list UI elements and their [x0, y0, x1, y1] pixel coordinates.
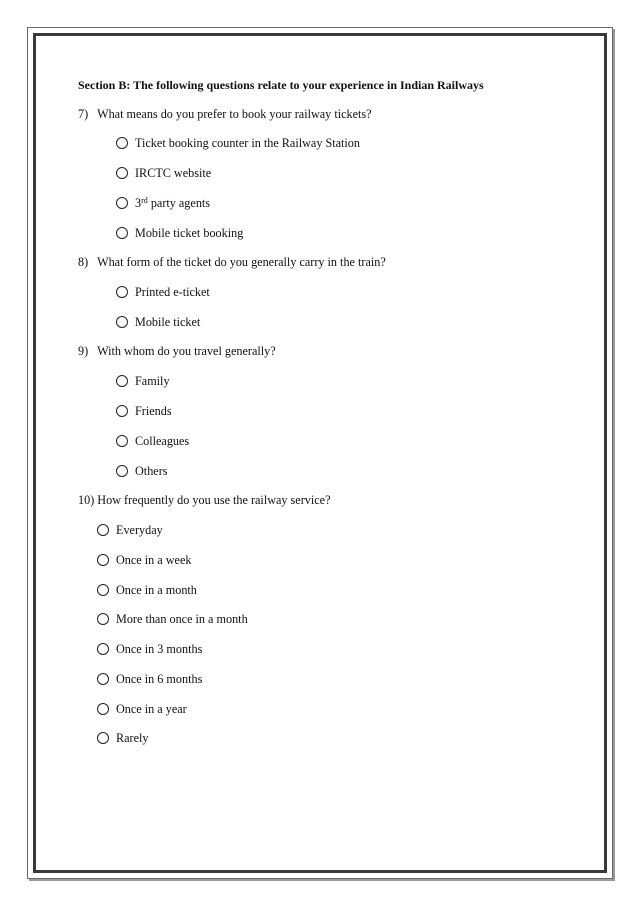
radio-button[interactable]: [97, 524, 109, 536]
question-text: How frequently do you use the railway service?: [97, 493, 331, 507]
question-text: With whom do you travel generally?: [97, 344, 276, 358]
option-third-party-agents[interactable]: [116, 196, 210, 210]
radio-button[interactable]: [97, 643, 109, 655]
radio-button[interactable]: [116, 137, 128, 149]
radio-button[interactable]: [97, 673, 109, 685]
radio-button[interactable]: [116, 316, 128, 328]
option-irctc-website[interactable]: [116, 166, 211, 180]
option-once-week[interactable]: [97, 553, 191, 567]
question-8: [78, 255, 386, 269]
option-once-6-months[interactable]: [97, 672, 202, 686]
question-text: What form of the ticket do you generally carry in the train?: [97, 255, 386, 269]
option-label: Colleagues: [135, 434, 190, 448]
option-label: Family: [135, 374, 170, 388]
option-label: Printed e-ticket: [135, 285, 210, 299]
option-everyday[interactable]: [97, 523, 163, 537]
question-number: 7): [78, 107, 89, 121]
radio-button[interactable]: [116, 286, 128, 298]
option-label: Friends: [135, 404, 172, 418]
question-number: 10): [78, 493, 95, 507]
question-number: 9): [78, 344, 89, 358]
option-label: Once in a week: [116, 553, 192, 567]
option-rarely[interactable]: [97, 731, 149, 745]
question-7: [78, 107, 372, 121]
option-friends[interactable]: [116, 404, 172, 418]
radio-button[interactable]: [116, 405, 128, 417]
option-more-than-once-month[interactable]: [97, 612, 248, 626]
option-others[interactable]: [116, 464, 168, 478]
option-label: Everyday: [116, 523, 163, 537]
option-label: Ticket booking counter in the Railway Station: [135, 136, 360, 150]
option-label: Mobile ticket booking: [135, 226, 244, 240]
option-printed-eticket[interactable]: [116, 285, 210, 299]
radio-button[interactable]: [97, 584, 109, 596]
option-label: Once in a year: [116, 702, 187, 716]
option-once-3-months[interactable]: [97, 642, 202, 656]
option-mobile-booking[interactable]: [116, 226, 243, 240]
radio-button[interactable]: [116, 435, 128, 447]
option-label: Once in 6 months: [116, 672, 203, 686]
option-label: Once in a month: [116, 583, 197, 597]
question-10: [78, 493, 330, 507]
radio-button[interactable]: [116, 167, 128, 179]
option-label: Mobile ticket: [135, 315, 201, 329]
radio-button[interactable]: [116, 465, 128, 477]
option-once-month[interactable]: [97, 583, 197, 597]
option-ticket-counter[interactable]: [116, 136, 360, 150]
radio-button[interactable]: [116, 227, 128, 239]
radio-button[interactable]: [97, 732, 109, 744]
radio-button[interactable]: [97, 613, 109, 625]
radio-button[interactable]: [97, 554, 109, 566]
option-label: Others: [135, 464, 168, 478]
option-family[interactable]: [116, 374, 170, 388]
question-number: 8): [78, 255, 89, 269]
section-heading: Section B: The following questions relate to your experience in Indian Railways: [78, 78, 484, 92]
question-text: What means do you prefer to book your railway tickets?: [97, 107, 372, 121]
option-label: Rarely: [116, 731, 149, 745]
option-once-year[interactable]: [97, 702, 187, 716]
option-label: 3rd party agents: [135, 196, 211, 210]
radio-button[interactable]: [97, 703, 109, 715]
option-label: More than once in a month: [116, 612, 248, 626]
option-label: Once in 3 months: [116, 642, 203, 656]
question-9: [78, 344, 276, 358]
radio-button[interactable]: [116, 197, 128, 209]
option-label: IRCTC website: [135, 166, 212, 180]
option-mobile-ticket[interactable]: [116, 315, 200, 329]
radio-button[interactable]: [116, 375, 128, 387]
page-border-inner: [33, 33, 607, 873]
option-colleagues[interactable]: [116, 434, 189, 448]
